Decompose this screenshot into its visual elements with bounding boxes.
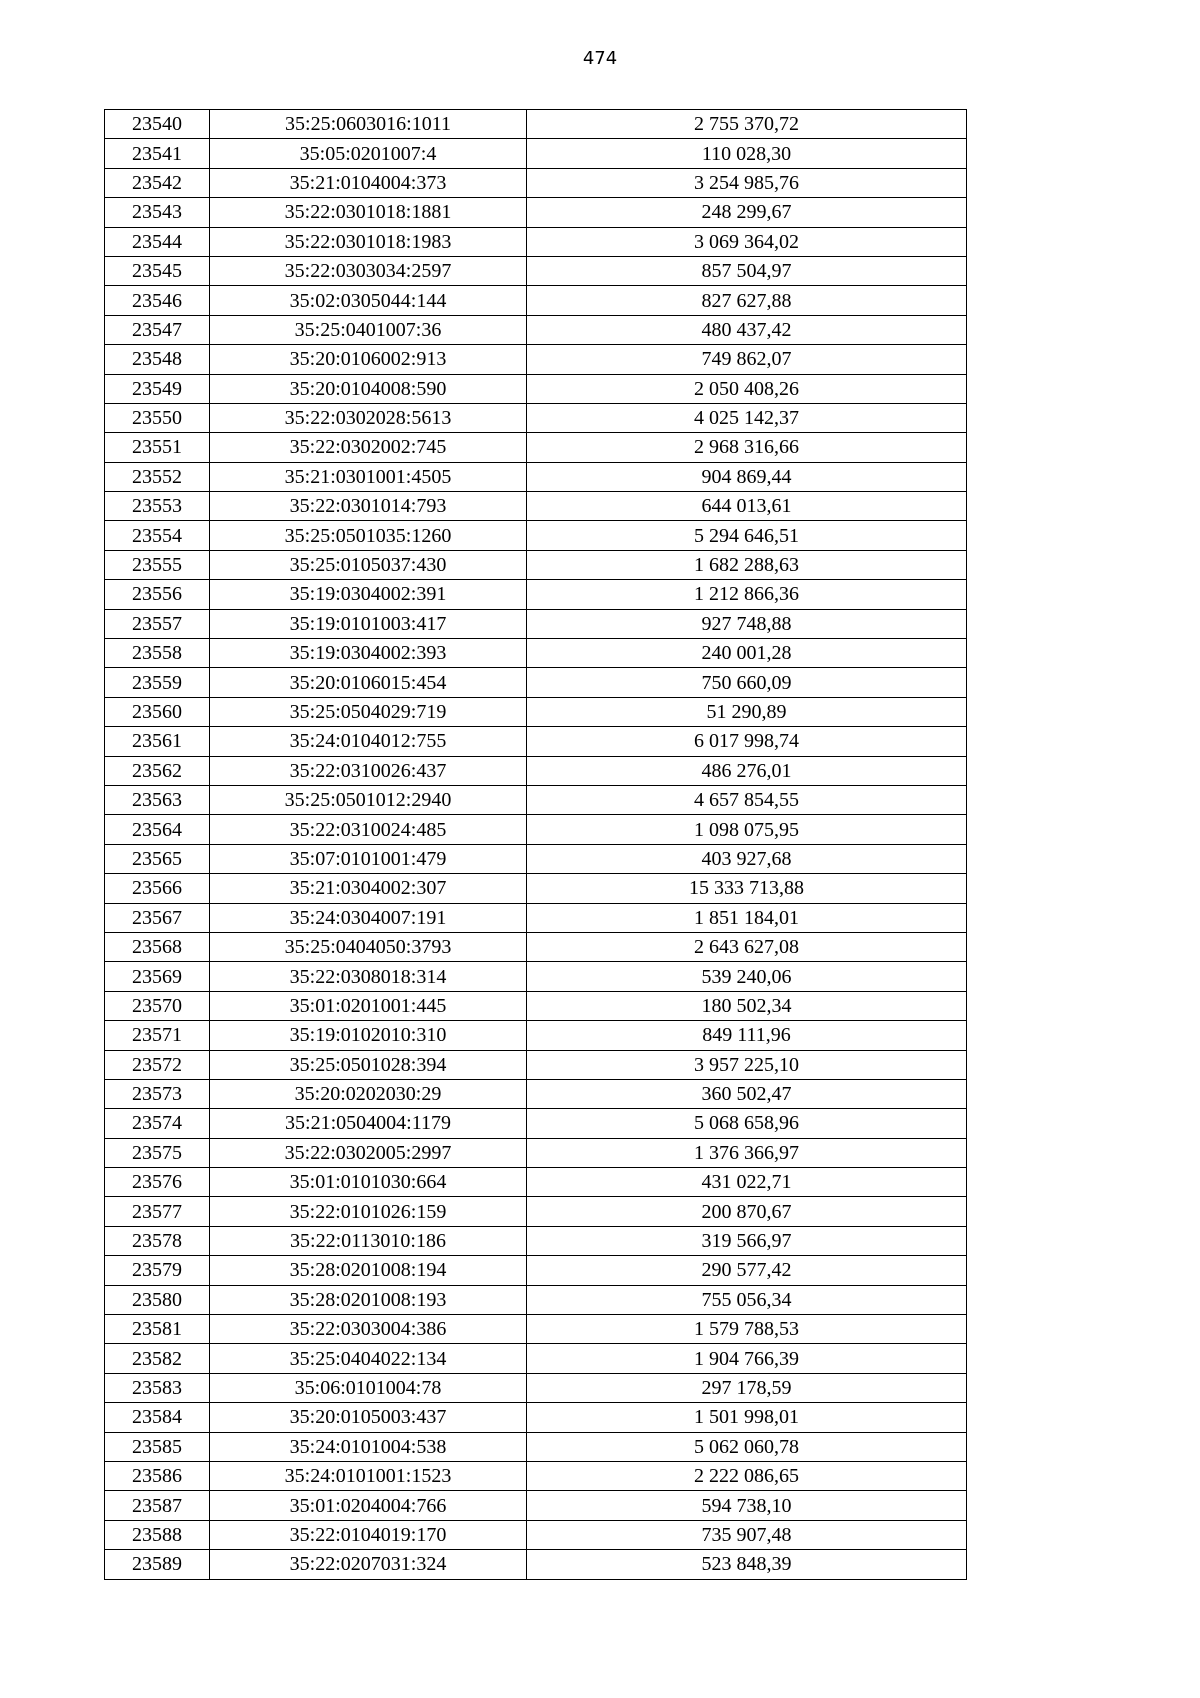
table-row [105, 139, 967, 168]
value-cell: 2 050 408,26 [527, 374, 967, 403]
table-row [105, 727, 967, 756]
value-cell: 849 111,96 [527, 1021, 967, 1050]
cadastral-number-cell: 35:22:0302028:5613 [210, 403, 527, 432]
cadastral-number-cell: 35:20:0106015:454 [210, 668, 527, 697]
cadastral-number-cell: 35:02:0305044:144 [210, 286, 527, 315]
table-row [105, 609, 967, 638]
row-number-cell: 23547 [105, 315, 210, 344]
cadastral-number-cell: 35:01:0204004:766 [210, 1491, 527, 1520]
cadastral-number-cell: 35:01:0101030:664 [210, 1168, 527, 1197]
cadastral-number-cell: 35:22:0302002:745 [210, 433, 527, 462]
cadastral-number-cell: 35:05:0201007:4 [210, 139, 527, 168]
table-row [105, 1403, 967, 1432]
table-row [105, 844, 967, 873]
value-cell: 735 907,48 [527, 1520, 967, 1549]
table-row [105, 1109, 967, 1138]
table-row [105, 315, 967, 344]
cadastral-number-cell: 35:25:0401007:36 [210, 315, 527, 344]
cadastral-number-cell: 35:20:0104008:590 [210, 374, 527, 403]
row-number-cell: 23543 [105, 198, 210, 227]
value-cell: 750 660,09 [527, 668, 967, 697]
row-number-cell: 23571 [105, 1021, 210, 1050]
table-row [105, 433, 967, 462]
table-row [105, 462, 967, 491]
cadastral-number-cell: 35:21:0301001:4505 [210, 462, 527, 491]
data-table [104, 109, 967, 1580]
table-row [105, 286, 967, 315]
row-number-cell: 23546 [105, 286, 210, 315]
cadastral-number-cell: 35:19:0304002:393 [210, 639, 527, 668]
row-number-cell: 23557 [105, 609, 210, 638]
row-number-cell: 23577 [105, 1197, 210, 1226]
cadastral-number-cell: 35:21:0304002:307 [210, 874, 527, 903]
row-number-cell: 23574 [105, 1109, 210, 1138]
value-cell: 431 022,71 [527, 1168, 967, 1197]
row-number-cell: 23551 [105, 433, 210, 462]
row-number-cell: 23584 [105, 1403, 210, 1432]
row-number-cell: 23559 [105, 668, 210, 697]
table-row [105, 168, 967, 197]
row-number-cell: 23570 [105, 991, 210, 1020]
row-number-cell: 23576 [105, 1168, 210, 1197]
value-cell: 1 098 075,95 [527, 815, 967, 844]
row-number-cell: 23552 [105, 462, 210, 491]
row-number-cell: 23583 [105, 1373, 210, 1402]
table-row [105, 1050, 967, 1079]
cadastral-number-cell: 35:22:0308018:314 [210, 962, 527, 991]
value-cell: 248 299,67 [527, 198, 967, 227]
value-cell: 2 222 086,65 [527, 1461, 967, 1490]
table-row [105, 256, 967, 285]
table-row [105, 903, 967, 932]
cadastral-number-cell: 35:25:0501028:394 [210, 1050, 527, 1079]
row-number-cell: 23541 [105, 139, 210, 168]
value-cell: 15 333 713,88 [527, 874, 967, 903]
row-number-cell: 23545 [105, 256, 210, 285]
cadastral-number-cell: 35:25:0603016:1011 [210, 110, 527, 139]
table-row [105, 1491, 967, 1520]
cadastral-number-cell: 35:22:0207031:324 [210, 1550, 527, 1579]
row-number-cell: 23580 [105, 1285, 210, 1314]
table-row [105, 1550, 967, 1579]
row-number-cell: 23578 [105, 1226, 210, 1255]
table-row [105, 1197, 967, 1226]
value-cell: 904 869,44 [527, 462, 967, 491]
value-cell: 3 957 225,10 [527, 1050, 967, 1079]
row-number-cell: 23540 [105, 110, 210, 139]
table-row [105, 521, 967, 550]
cadastral-number-cell: 35:25:0404050:3793 [210, 932, 527, 961]
cadastral-number-cell: 35:22:0113010:186 [210, 1226, 527, 1255]
cadastral-number-cell: 35:19:0101003:417 [210, 609, 527, 638]
table-row [105, 1432, 967, 1461]
table-row [105, 874, 967, 903]
table-body [105, 110, 967, 1580]
cadastral-number-cell: 35:22:0301018:1983 [210, 227, 527, 256]
cadastral-number-cell: 35:20:0106002:913 [210, 345, 527, 374]
row-number-cell: 23588 [105, 1520, 210, 1549]
cadastral-number-cell: 35:24:0304007:191 [210, 903, 527, 932]
value-cell: 1 682 288,63 [527, 550, 967, 579]
row-number-cell: 23549 [105, 374, 210, 403]
table-row [105, 345, 967, 374]
cadastral-number-cell: 35:22:0310026:437 [210, 756, 527, 785]
value-cell: 1 851 184,01 [527, 903, 967, 932]
cadastral-number-cell: 35:24:0101001:1523 [210, 1461, 527, 1490]
cadastral-number-cell: 35:19:0102010:310 [210, 1021, 527, 1050]
row-number-cell: 23556 [105, 580, 210, 609]
value-cell: 319 566,97 [527, 1226, 967, 1255]
row-number-cell: 23572 [105, 1050, 210, 1079]
value-cell: 5 062 060,78 [527, 1432, 967, 1461]
value-cell: 857 504,97 [527, 256, 967, 285]
cadastral-number-cell: 35:28:0201008:193 [210, 1285, 527, 1314]
table-row [105, 1256, 967, 1285]
row-number-cell: 23553 [105, 492, 210, 521]
cadastral-number-cell: 35:22:0302005:2997 [210, 1138, 527, 1167]
row-number-cell: 23573 [105, 1079, 210, 1108]
value-cell: 3 254 985,76 [527, 168, 967, 197]
value-cell: 2 643 627,08 [527, 932, 967, 961]
cadastral-number-cell: 35:25:0501035:1260 [210, 521, 527, 550]
cadastral-number-cell: 35:24:0101004:538 [210, 1432, 527, 1461]
cadastral-number-cell: 35:22:0301018:1881 [210, 198, 527, 227]
table-row [105, 1021, 967, 1050]
table-row [105, 932, 967, 961]
table-row [105, 1168, 967, 1197]
table-row [105, 1079, 967, 1108]
value-cell: 110 028,30 [527, 139, 967, 168]
table-row [105, 756, 967, 785]
value-cell: 360 502,47 [527, 1079, 967, 1108]
value-cell: 240 001,28 [527, 639, 967, 668]
value-cell: 5 294 646,51 [527, 521, 967, 550]
table-row [105, 1461, 967, 1490]
value-cell: 1 376 366,97 [527, 1138, 967, 1167]
table-row [105, 697, 967, 726]
table-row [105, 668, 967, 697]
row-number-cell: 23568 [105, 932, 210, 961]
cadastral-number-cell: 35:25:0501012:2940 [210, 785, 527, 814]
row-number-cell: 23558 [105, 639, 210, 668]
row-number-cell: 23560 [105, 697, 210, 726]
value-cell: 755 056,34 [527, 1285, 967, 1314]
row-number-cell: 23587 [105, 1491, 210, 1520]
row-number-cell: 23589 [105, 1550, 210, 1579]
value-cell: 4 657 854,55 [527, 785, 967, 814]
value-cell: 1 501 998,01 [527, 1403, 967, 1432]
value-cell: 927 748,88 [527, 609, 967, 638]
row-number-cell: 23586 [105, 1461, 210, 1490]
table-row [105, 962, 967, 991]
cadastral-number-cell: 35:20:0202030:29 [210, 1079, 527, 1108]
value-cell: 180 502,34 [527, 991, 967, 1020]
value-cell: 1 212 866,36 [527, 580, 967, 609]
value-cell: 297 178,59 [527, 1373, 967, 1402]
row-number-cell: 23566 [105, 874, 210, 903]
row-number-cell: 23544 [105, 227, 210, 256]
table-row [105, 198, 967, 227]
cadastral-number-cell: 35:19:0304002:391 [210, 580, 527, 609]
row-number-cell: 23567 [105, 903, 210, 932]
table-row [105, 110, 967, 139]
page-number: 474 [582, 48, 618, 69]
cadastral-number-cell: 35:22:0301014:793 [210, 492, 527, 521]
table-row [105, 403, 967, 432]
table-row [105, 1226, 967, 1255]
table-row [105, 492, 967, 521]
row-number-cell: 23555 [105, 550, 210, 579]
row-number-cell: 23561 [105, 727, 210, 756]
value-cell: 539 240,06 [527, 962, 967, 991]
cadastral-number-cell: 35:06:0101004:78 [210, 1373, 527, 1402]
cadastral-number-cell: 35:21:0104004:373 [210, 168, 527, 197]
row-number-cell: 23565 [105, 844, 210, 873]
row-number-cell: 23575 [105, 1138, 210, 1167]
cadastral-number-cell: 35:21:0504004:1179 [210, 1109, 527, 1138]
value-cell: 403 927,68 [527, 844, 967, 873]
table-row [105, 580, 967, 609]
value-cell: 1 579 788,53 [527, 1315, 967, 1344]
table-row [105, 1138, 967, 1167]
table-row [105, 550, 967, 579]
row-number-cell: 23563 [105, 785, 210, 814]
table-row [105, 785, 967, 814]
table-row [105, 374, 967, 403]
cadastral-number-cell: 35:22:0303004:386 [210, 1315, 527, 1344]
value-cell: 2 755 370,72 [527, 110, 967, 139]
row-number-cell: 23562 [105, 756, 210, 785]
cadastral-number-cell: 35:28:0201008:194 [210, 1256, 527, 1285]
value-cell: 1 904 766,39 [527, 1344, 967, 1373]
table-row [105, 227, 967, 256]
table-row [105, 1520, 967, 1549]
row-number-cell: 23585 [105, 1432, 210, 1461]
value-cell: 290 577,42 [527, 1256, 967, 1285]
table-row [105, 1344, 967, 1373]
value-cell: 644 013,61 [527, 492, 967, 521]
cadastral-number-cell: 35:25:0105037:430 [210, 550, 527, 579]
value-cell: 3 069 364,02 [527, 227, 967, 256]
value-cell: 480 437,42 [527, 315, 967, 344]
cadastral-number-cell: 35:20:0105003:437 [210, 1403, 527, 1432]
value-cell: 523 848,39 [527, 1550, 967, 1579]
value-cell: 200 870,67 [527, 1197, 967, 1226]
value-cell: 594 738,10 [527, 1491, 967, 1520]
row-number-cell: 23581 [105, 1315, 210, 1344]
row-number-cell: 23542 [105, 168, 210, 197]
value-cell: 51 290,89 [527, 697, 967, 726]
value-cell: 6 017 998,74 [527, 727, 967, 756]
value-cell: 749 862,07 [527, 345, 967, 374]
row-number-cell: 23554 [105, 521, 210, 550]
cadastral-number-cell: 35:22:0310024:485 [210, 815, 527, 844]
value-cell: 827 627,88 [527, 286, 967, 315]
cadastral-number-cell: 35:22:0303034:2597 [210, 256, 527, 285]
cadastral-number-cell: 35:25:0504029:719 [210, 697, 527, 726]
cadastral-number-cell: 35:25:0404022:134 [210, 1344, 527, 1373]
table-row [105, 815, 967, 844]
value-cell: 2 968 316,66 [527, 433, 967, 462]
table-row [105, 1285, 967, 1314]
table-row [105, 639, 967, 668]
table-row [105, 991, 967, 1020]
row-number-cell: 23579 [105, 1256, 210, 1285]
table-row [105, 1373, 967, 1402]
table-row [105, 1315, 967, 1344]
row-number-cell: 23550 [105, 403, 210, 432]
cadastral-number-cell: 35:01:0201001:445 [210, 991, 527, 1020]
row-number-cell: 23548 [105, 345, 210, 374]
value-cell: 5 068 658,96 [527, 1109, 967, 1138]
row-number-cell: 23564 [105, 815, 210, 844]
cadastral-number-cell: 35:22:0104019:170 [210, 1520, 527, 1549]
cadastral-number-cell: 35:24:0104012:755 [210, 727, 527, 756]
value-cell: 486 276,01 [527, 756, 967, 785]
value-cell: 4 025 142,37 [527, 403, 967, 432]
cadastral-number-cell: 35:07:0101001:479 [210, 844, 527, 873]
row-number-cell: 23569 [105, 962, 210, 991]
row-number-cell: 23582 [105, 1344, 210, 1373]
cadastral-number-cell: 35:22:0101026:159 [210, 1197, 527, 1226]
